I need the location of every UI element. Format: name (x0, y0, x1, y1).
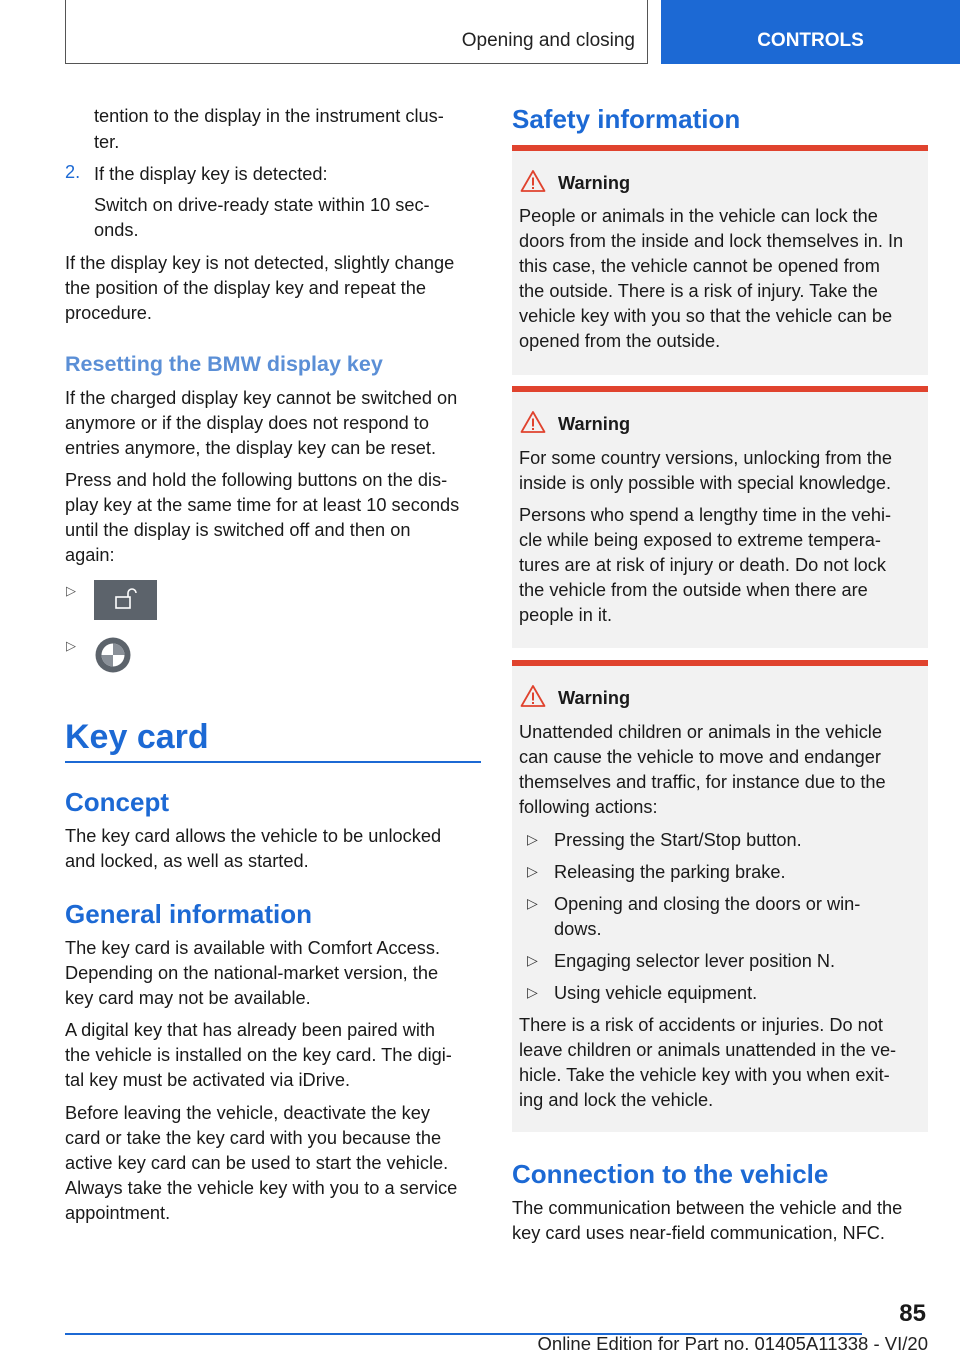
warn3-bullet-1: Pressing the Start/Stop button. (554, 830, 802, 850)
general-p1-line-2: Depending on the national-market version, the (65, 963, 439, 983)
bullet-triangle: ▷ (527, 863, 538, 879)
reset-p1-line-3: entries anymore, the display key can be reset. (65, 438, 437, 458)
header-chapter-tab (661, 0, 960, 64)
warning-bar (512, 386, 928, 392)
warning-title: Warning (558, 688, 631, 708)
concept-line-1: The key card allows the vehicle to be unlocked (65, 826, 442, 846)
footer-edition: Online Edition for Part no. 01405A11338 - VI/20 (537, 1333, 928, 1354)
key-card-heading: Key card (65, 718, 209, 756)
warn3-bullet-3: Opening and closing the doors or win- (554, 894, 861, 914)
bullet-triangle: ▷ (527, 831, 538, 847)
concept-heading: Concept (65, 787, 169, 817)
warn2-p2-line-5: people in it. (519, 605, 613, 625)
warn3-bullet-4: Engaging selector lever position N. (554, 951, 836, 971)
warn1-line-6: opened from the outside. (519, 331, 721, 351)
para1-line-1: If the display key is not detected, slightly change (65, 253, 455, 273)
reset-p2-line-4: again: (65, 545, 115, 565)
warning-box-3 (512, 660, 928, 1132)
warning-bar (512, 145, 928, 151)
header-section-title: Opening and closing (461, 30, 635, 51)
warn1-line-4: the outside. There is a risk of injury. Take the (519, 281, 878, 301)
reset-p2-line-1: Press and hold the following buttons on the dis- (65, 470, 448, 490)
reset-p2-line-2: play key at the same time for at least 10 seconds (65, 495, 460, 515)
general-p3-line-2: card or take the key card with you because the (65, 1128, 442, 1148)
warn2-p2-line-1: Persons who spend a lengthy time in the vehi- (519, 505, 892, 525)
general-p3-line-1: Before leaving the vehicle, deactivate the key (65, 1103, 430, 1123)
cont-line-2: ter. (94, 132, 120, 152)
warn3-p1-line-1: Unattended children or animals in the vehicle (519, 722, 882, 742)
warn1-line-3: this case, the vehicle cannot be opened from (519, 256, 880, 276)
step-2-text: If the display key is detected: (94, 164, 328, 184)
step-number-2: 2. (65, 162, 81, 182)
warn3-p1-line-2: can cause the vehicle to move and endanger (519, 747, 881, 767)
section-rule (65, 761, 481, 763)
reset-p2-line-3: until the display is switched off and then on (65, 520, 411, 540)
step-2-sub-line-2: onds. (94, 220, 139, 240)
warning-triangle-icon (520, 169, 546, 193)
warning-bar (512, 660, 928, 666)
connection-line-1: The communication between the vehicle and the (512, 1198, 903, 1218)
bullet-triangle: ▷ (527, 952, 538, 968)
warn3-bullet-3-cont: dows. (554, 919, 602, 939)
warning-triangle-icon (520, 684, 546, 708)
header-section-box (65, 0, 648, 64)
general-p3-line-4: Always take the vehicle key with you to a service (65, 1178, 458, 1198)
para1-line-3: procedure. (65, 303, 152, 323)
warning-triangle-icon (520, 410, 546, 434)
warn3-bullet-2: Releasing the parking brake. (554, 862, 786, 882)
warning-box-2 (512, 386, 928, 648)
warn1-line-1: People or animals in the vehicle can lock the (519, 206, 878, 226)
header-chapter-label: CONTROLS (757, 30, 864, 51)
general-p1-line-1: The key card is available with Comfort Access. (65, 938, 441, 958)
concept-line-2: and locked, as well as started. (65, 851, 309, 871)
warn1-line-5: vehicle key with you so that the vehicle can be (519, 306, 893, 326)
general-p2-line-2: the vehicle is installed on the key card. The digi- (65, 1045, 452, 1065)
warn3-p2-line-4: ing and lock the vehicle. (519, 1090, 714, 1110)
general-p2-line-1: A digital key that has already been paired with (65, 1020, 436, 1040)
warning-title: Warning (558, 173, 631, 193)
reset-heading: Resetting the BMW display key (65, 352, 383, 376)
warn3-p1-line-3: themselves and traffic, for instance due to the (519, 772, 886, 792)
unlock-button-icon (94, 580, 157, 620)
reset-p1-line-2: anymore or if the display does not respond to (65, 413, 429, 433)
cont-line-1: tention to the display in the instrument clus- (94, 106, 444, 126)
warn3-p1-line-4: following actions: (519, 797, 658, 817)
bullet-triangle: ▷ (527, 984, 538, 1000)
bmw-logo-button-icon (94, 635, 132, 675)
warning-box-1 (512, 145, 928, 375)
bullet-triangle: ▷ (66, 638, 76, 653)
warning-title: Warning (558, 414, 631, 434)
para1-line-2: the position of the display key and repeat the (65, 278, 426, 298)
connection-heading: Connection to the vehicle (512, 1159, 829, 1189)
bullet-triangle: ▷ (66, 583, 76, 598)
general-p1-line-3: key card may not be available. (65, 988, 311, 1008)
general-p2-line-3: tal key must be activated via iDrive. (65, 1070, 351, 1090)
reset-p1-line-1: If the charged display key cannot be switched on (65, 388, 458, 408)
warn1-line-2: doors from the inside and lock themselves in. In (519, 231, 904, 251)
safety-heading: Safety information (512, 104, 741, 134)
step-2-sub-line-1: Switch on drive-ready state within 10 sec- (94, 195, 430, 215)
warn3-p2-line-2: leave children or animals unattended in the ve- (519, 1040, 897, 1060)
general-heading: General information (65, 899, 313, 929)
warn2-p1-line-1: For some country versions, unlocking from the (519, 448, 892, 468)
general-p3-line-3: active key card can be used to start the vehicle. (65, 1153, 449, 1173)
bullet-triangle: ▷ (527, 895, 538, 911)
warn3-p2-line-1: There is a risk of accidents or injuries. Do not (519, 1015, 883, 1035)
connection-line-2: key card uses near-field communication, NFC. (512, 1223, 885, 1243)
warn3-p2-line-3: hicle. Take the vehicle key with you when exit- (519, 1065, 890, 1085)
warn2-p2-line-4: the vehicle from the outside when there are (519, 580, 868, 600)
general-p3-line-5: appointment. (65, 1203, 171, 1223)
warn2-p2-line-2: cle while being exposed to extreme tempera- (519, 530, 881, 550)
warn3-bullet-5: Using vehicle equipment. (554, 983, 758, 1003)
warn2-p1-line-2: inside is only possible with special knowledge. (519, 473, 892, 493)
page-number: 85 (899, 1300, 926, 1327)
warn2-p2-line-3: tures are at risk of injury or death. Do not lock (519, 555, 886, 575)
